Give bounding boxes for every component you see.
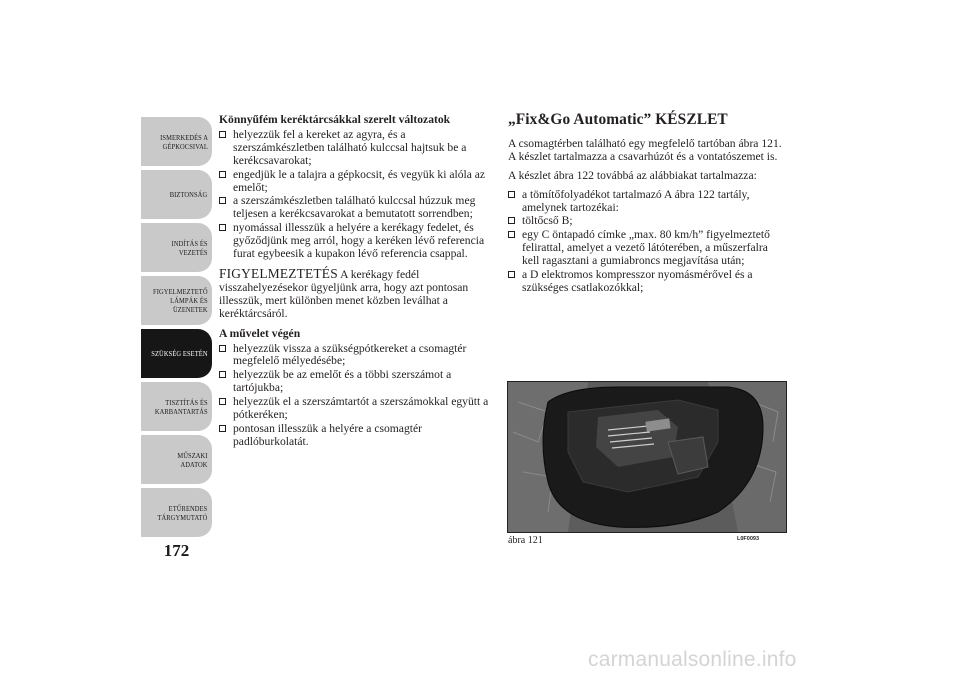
list-item-text: helyezzük el a szerszámtartót a szerszámokkal együtt a pótkeréken; (233, 395, 489, 422)
tab-label: ISMERKEDÉS A GÉPKOCSIVAL (159, 132, 208, 151)
checkbox-icon (219, 171, 226, 178)
checkbox-icon (219, 345, 226, 352)
tab-targymutato[interactable] (141, 488, 212, 537)
checkbox-icon (508, 231, 515, 238)
checkbox-icon (508, 191, 515, 198)
list-item (508, 229, 783, 268)
list-item-text: egy C öntapadó címke „max. 80 km/h” figyelmeztető felirattal, amelyet a vezető látóterében, a műszerfalra kell ragasztani a gumiabroncs megjavítása után; (522, 228, 770, 268)
trunk-kit-figure (507, 381, 787, 533)
warning-title: FIGYELMEZTETÉS (219, 265, 338, 281)
right-column (508, 111, 783, 296)
list-item-text: helyezzük be az emelőt és a többi szerszámot a tartójukba; (233, 368, 452, 395)
steps-list-2 (219, 343, 494, 449)
tab-biztonsag[interactable] (141, 170, 212, 219)
checkbox-icon (508, 217, 515, 224)
tab-label: TISZTÍTÁS ÉS KARBANTARTÁS (154, 397, 208, 416)
list-item-text: pontosan illesszük a helyére a csomagtér padlóburkolatát. (233, 421, 422, 448)
tab-label: BIZTONSÁG (170, 190, 208, 199)
section-heading: Könnyűfém keréktárcsákkal szerelt változatok (219, 113, 451, 126)
list-item (219, 369, 494, 395)
tab-label: SZÜKSÉG ESETÉN (151, 349, 208, 358)
list-item (508, 269, 783, 295)
tab-muszaki-adatok[interactable] (141, 435, 212, 484)
tab-szukseg-eseten[interactable] (141, 329, 212, 378)
tab-tisztitas[interactable] (141, 382, 212, 431)
trunk-illustration (508, 382, 786, 532)
list-item-text: engedjük le a talajra a gépkocsit, és vegyük ki alóla az emelőt; (233, 167, 486, 194)
tab-ismerkedes[interactable] (141, 117, 212, 166)
checkbox-icon (219, 425, 226, 432)
warning-text: A kerékagy fedél visszahelyezésekor ügyeljünk arra, hogy azt pontosan illesszük, mert különben menet közben leválhat a keréktárcsáról. (219, 267, 469, 320)
list-item-text: a szerszámkészletben található kulccsal húzzuk meg teljesen a kerékcsavarokat a bemutatott sorrendben; (233, 194, 476, 221)
list-item-text: nyomással illesszük a helyére a kerékagy fedelet, és győződjünk meg arról, hogy a keréken lévő referencia furat egybeesik a kupakon lévő referencia csappal. (233, 221, 485, 261)
list-item (219, 169, 494, 195)
list-item (508, 215, 783, 228)
list-item (219, 343, 494, 369)
section-title: „Fix&Go Automatic” KÉSZLET (508, 111, 728, 128)
list-item-text: a D elektromos kompresszor nyomásmérővel és a szükséges csatlakozókkal; (522, 268, 753, 294)
paragraph: A készlet ábra 122 továbbá az alábbiakat tartalmazza: (508, 168, 757, 182)
list-item-text: a tömítőfolyadékot tartalmazó A ábra 122 tartály, amelynek tartozékai: (522, 187, 750, 214)
list-item-text: helyezzük fel a kereket az agyra, és a szerszámkészletben található kulccsal hajtsuk be a kerékcsavarokat; (233, 127, 467, 167)
checkbox-icon (219, 398, 226, 405)
watermark: carmanualsonline.info (588, 648, 797, 671)
tab-label: FIGYELMEZTETŐ LÁMPÁK ÉS ÜZENETEK (152, 287, 208, 314)
list-item (219, 129, 494, 168)
paragraph: A csomagtérben található egy megfelelő tartóban ábra 121. A készlet tartalmazza a csavarhúzót és a vontatószemet is. (508, 136, 782, 163)
checkbox-icon (219, 197, 226, 204)
warning-block (219, 265, 494, 321)
tab-label: INDÍTÁS ÉS VEZETÉS (171, 238, 208, 257)
list-item (508, 189, 783, 215)
tab-label: MŰSZAKI ADATOK (177, 450, 208, 469)
figure-caption: ábra 121 (508, 535, 543, 546)
tab-label: ETŰRENDES TÁRGYMUTATÓ (157, 503, 208, 522)
checkbox-icon (508, 271, 515, 278)
list-item (219, 195, 494, 221)
list-item-text: helyezzük vissza a szükségpótkereket a csomagtér megfelelő mélyedésébe; (233, 341, 467, 368)
figure-code: L0F0093 (737, 536, 760, 542)
left-column (219, 114, 494, 450)
checkbox-icon (219, 131, 226, 138)
section-heading-2: A művelet végén (219, 326, 301, 340)
checkbox-icon (219, 371, 226, 378)
kit-contents-list (508, 189, 783, 295)
tab-figyelmezteto[interactable] (141, 276, 212, 325)
list-item (219, 423, 494, 449)
steps-list (219, 129, 494, 261)
page-number: 172 (163, 541, 190, 560)
checkbox-icon (219, 224, 226, 231)
list-item (219, 396, 494, 422)
list-item (219, 222, 494, 261)
tab-inditas[interactable] (141, 223, 212, 272)
list-item-text: töltőcső B; (522, 214, 573, 228)
